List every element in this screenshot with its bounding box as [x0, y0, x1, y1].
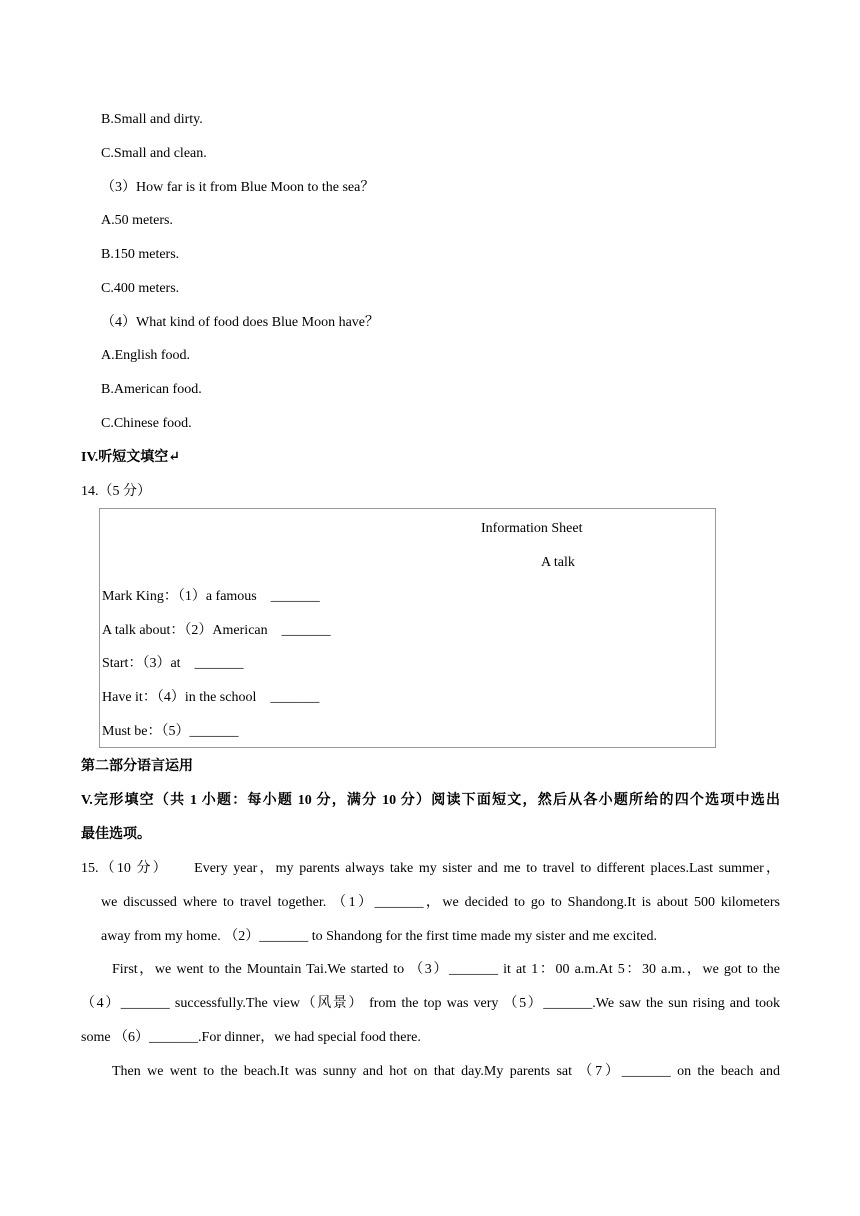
option-text: C.Chinese food.: [101, 416, 192, 431]
section-heading: V.完形填空（共 1 小题：每小题 10 分，满分 10 分）阅读下面短文，然后从各小题所给的四个选项中选出: [81, 793, 780, 808]
passage-line: away from my home. （2）_______ to Shandong for the first time made my sister and me excited.: [101, 929, 657, 944]
passage-line: some （6）_______.For dinner，we had special food there.: [81, 1030, 421, 1045]
sheet-row: Have it：（4）in the school _______: [102, 690, 320, 705]
section-heading: IV.听短文填空↵: [81, 450, 180, 465]
question-stem: （4）What kind of food does Blue Moon have？: [101, 315, 380, 330]
sheet-row: Must be：（5）_______: [102, 724, 239, 739]
sheet-row: Mark King：（1）a famous _______: [102, 589, 320, 604]
option-text: A.50 meters.: [101, 213, 173, 228]
passage-line: 15.（10 分） Every year，my parents always take my sister and me to travel to different places.Last summer，: [81, 861, 780, 876]
question-stem: （3）How far is it from Blue Moon to the sea？: [101, 180, 375, 195]
option-text: B.150 meters.: [101, 247, 180, 262]
sheet-subtitle: A talk: [541, 555, 575, 570]
passage-line: （4）_______ successfully.The view（风景） from the top was very （5）_______.We saw the sun rising and took: [81, 996, 780, 1011]
option-text: B.Small and dirty.: [101, 112, 203, 127]
passage-line: First，we went to the Mountain Tai.We started to （3）_______ it at 1：00 a.m.At 5：30 a.m.，we got to the: [112, 962, 780, 977]
section-heading-continued: 最佳选项。: [81, 827, 151, 842]
passage-line: Then we went to the beach.It was sunny and hot on that day.My parents sat （7）_______ on the beach and: [112, 1064, 780, 1079]
option-text: A.English food.: [101, 348, 191, 363]
option-text: C.Small and clean.: [101, 146, 207, 161]
information-sheet-table: [99, 508, 716, 748]
part-heading: 第二部分语言运用: [81, 759, 193, 774]
passage-line: we discussed where to travel together. （1）_______，we decided to go to Shandong.It is about 500 kilometers: [101, 895, 780, 910]
question-number: 14.（5 分）: [81, 484, 151, 499]
option-text: C.400 meters.: [101, 281, 180, 296]
sheet-row: Start：（3）at _______: [102, 656, 244, 671]
sheet-title: Information Sheet: [481, 521, 583, 536]
sheet-row: A talk about：（2）American _______: [102, 623, 331, 638]
option-text: B.American food.: [101, 382, 202, 397]
